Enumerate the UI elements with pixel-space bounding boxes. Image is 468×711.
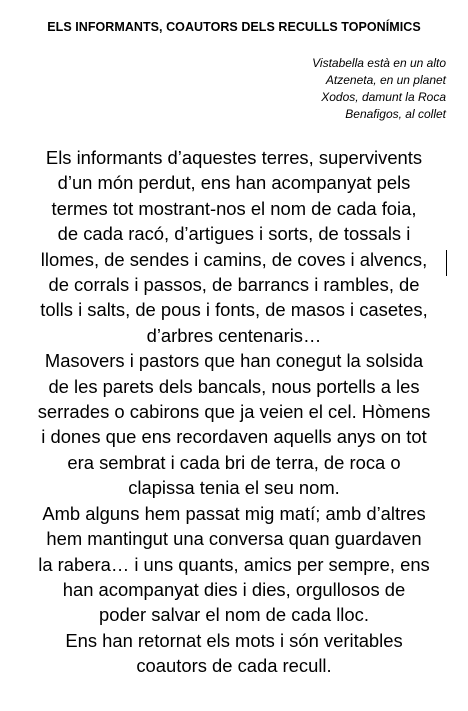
body-line: Ens han retornat els mots i són veritables <box>65 629 403 651</box>
text-cursor <box>446 250 447 276</box>
body-line: han acompanyat dies i dies, orgullosos de <box>62 578 406 600</box>
body-line: coautors de cada recull. <box>136 655 332 677</box>
body-line: serrades o cabirons que ja veien el cel. Hòmens <box>37 401 431 423</box>
body-line: hem mantingut una conversa quan guardaven <box>46 528 422 550</box>
epigraph-line: Atzeneta, en un planet <box>325 73 446 87</box>
body-line: de corrals i passos, de barrancs i rambles, de <box>48 274 420 296</box>
body-line: la rabera… i uns quants, amics per sempre, ens <box>38 553 430 575</box>
body-line: de cada racó, d’artigues i sorts, de tossals i <box>57 223 411 245</box>
body-line: d’un món perdut, ens han acompanyat pels <box>57 172 411 194</box>
body-line: tolls i salts, de pous i fonts, de masos i casetes, <box>40 299 428 321</box>
body-line: i dones que ens recordaven aquells anys on tot <box>41 426 427 448</box>
body-line: Els informants d’aquestes terres, supervivents <box>45 147 423 168</box>
body-line: termes tot mostrant-nos el nom de cada foia, <box>51 197 417 219</box>
body-line: clapissa tenia el seu nom. <box>128 477 340 499</box>
epigraph-line: Benafigos, al collet <box>345 107 446 121</box>
body-line: poder salvar el nom de cada lloc. <box>99 604 369 626</box>
document-title: ELS INFORMANTS, COAUTORS DELS RECULLS TOPONÍMICS <box>47 20 421 34</box>
epigraph-line: Vistabella està en un alto <box>312 56 446 70</box>
body-line: llomes, de sendes i camins, de coves i alvencs, <box>40 248 428 270</box>
epigraph <box>186 55 446 123</box>
body-line: Masovers i pastors que han conegut la solsida <box>44 350 424 372</box>
body-line: de les parets dels bancals, nous portells a les <box>48 375 420 397</box>
body-line: era sembrat i cada bri de terra, de roca o <box>67 451 401 473</box>
body-text <box>0 145 468 679</box>
body-line: Amb alguns hem passat mig matí; amb d’altres <box>42 502 426 524</box>
body-line: d’arbres centenaris… <box>146 324 322 346</box>
epigraph-line: Xodos, damunt la Roca <box>321 90 446 104</box>
